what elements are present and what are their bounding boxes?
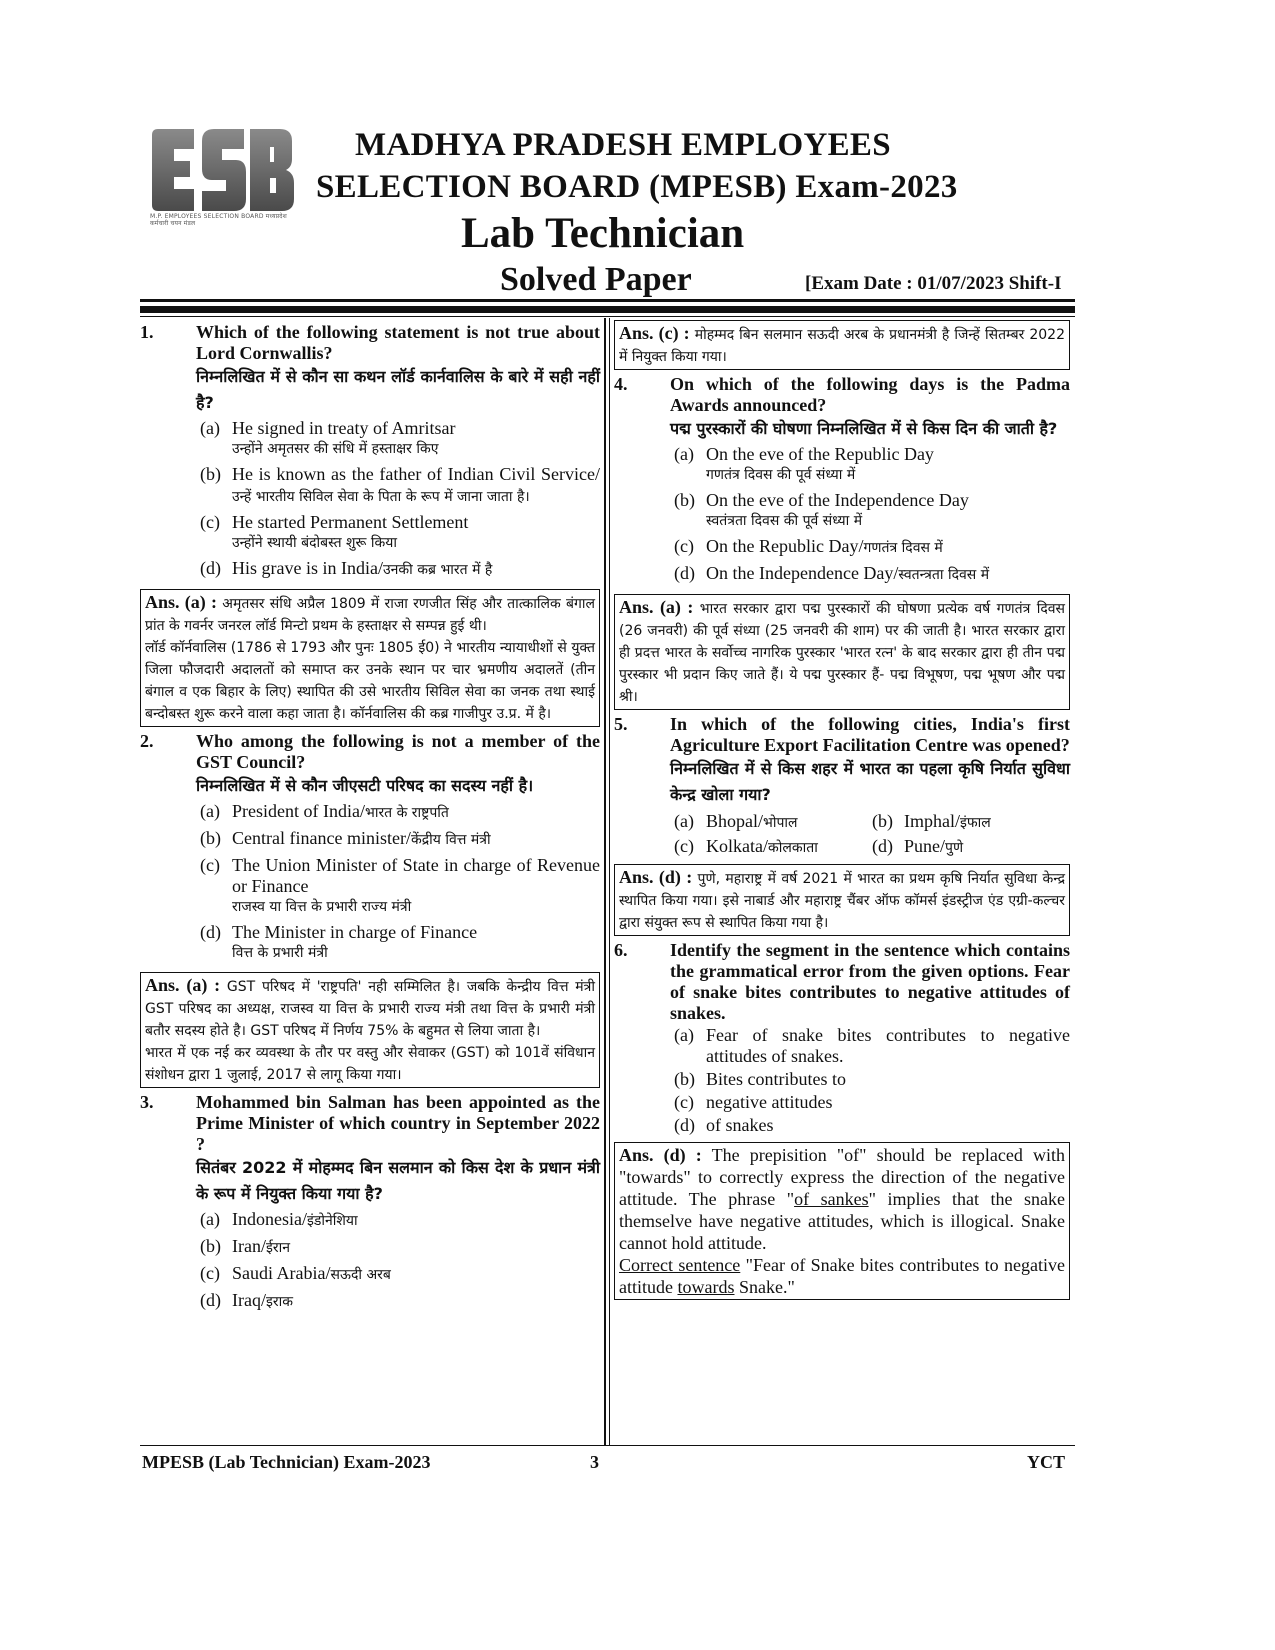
option-c: (c) Saudi Arabia/सऊदी अरब — [200, 1263, 391, 1283]
option-a: (a) Bhopal/भोपाल — [674, 811, 798, 831]
answer-box-4: Ans. (a) : भारत सरकार द्वारा पद्म पुरस्कारों की घोषणा प्रत्येक वर्ष गणतंत्र दिवस (26 जनवरी) की पूर्व संध्या (25 जनवरी की शाम) पर की जाती है। भारत सरकार द्वारा ही प्रदत्त भारत के सर्वोच्च नागरिक पुरस्कार 'भारत रत्न' के बाद सरकार द्वारा ही तीन पद्म पुरस्कार भी प्रदान किए जाते हैं। ये पद्म पुरस्कार हैं- पद्म विभूषण, पद्म भूषण और पद्म श्री। — [614, 594, 1070, 710]
answer-box-5: Ans. (d) : पुणे, महाराष्ट्र में वर्ष 2021 में भारत का प्रथम कृषि निर्यात सुविधा केन्द्र स्थापित किया गया। इसे नाबार्ड और महाराष्ट्र चैंबर ऑफ कॉमर्स इंडस्ट्रीज एंड एग्री-कल्चर द्वारा संयुक्त रूप से स्थापित किया गया है। — [614, 864, 1070, 936]
option-a: (a) President of India/भारत के राष्ट्रपति — [200, 801, 449, 821]
option-d: (d) Pune/पुणे — [872, 836, 964, 856]
option-c: (c) The Union Minister of State in charge of Revenue or Finance राजस्व या वित्त के प्रभारी राज्य मंत्री — [200, 855, 600, 915]
title-subject: Lab Technician — [461, 210, 745, 257]
option-c: (c) On the Republic Day/गणतंत्र दिवस में — [674, 536, 943, 556]
footer-rule — [140, 1445, 1075, 1446]
left-column — [140, 320, 600, 1317]
option-b: (b) He is known as the father of Indian Civil Service/उन्हें भारतीय सिविल सेवा के पिता के रूप में जाना जाता है। — [200, 464, 600, 505]
answer-box-3: Ans. (c) : मोहम्मद बिन सलमान सऊदी अरब के प्रधानमंत्री है जिन्हें सितम्बर 2022 में नियुक्त किया गया। — [614, 320, 1070, 370]
option-a: (a) Indonesia/इंडोनेशिया — [200, 1209, 358, 1229]
title-solved-paper: Solved Paper — [500, 261, 692, 298]
correct-sentence-label: Correct sentence — [619, 1255, 741, 1275]
question-text-en: Which of the following statement is not true about Lord Cornwallis? — [196, 322, 600, 363]
page-number: 3 — [590, 1452, 599, 1472]
question-text-en: In which of the following cities, India's first Agriculture Export Facilitation Centre was opened? — [670, 714, 1070, 755]
question-text-en: Mohammed bin Salman has been appointed as the Prime Minister of which country in September 2022 ? — [196, 1092, 600, 1154]
question-3 — [140, 1092, 600, 1317]
header-rule — [140, 299, 1075, 302]
option-c: (c) He started Permanent Settlement उन्होंने स्थायी बंदोबस्त शुरू किया — [200, 512, 469, 551]
option-c: (c) Kolkata/कोलकाता — [674, 836, 818, 856]
question-text-en: On which of the following days is the Padma Awards announced? — [670, 374, 1070, 415]
question-5 — [614, 714, 1070, 860]
question-text-hi: निम्नलिखित में से कौन जीएसटी परिषद का सदस्य नहीं है। — [196, 776, 534, 795]
option-d: (d) Iraq/इराक — [200, 1290, 293, 1310]
option-d: (d) The Minister in charge of Finance वित्त के प्रभारी मंत्री — [200, 922, 478, 961]
question-text-hi: निम्नलिखित में से किस शहर में भारत का पहला कृषि निर्यात सुविधा केन्द्र खोला गया? — [670, 759, 1070, 804]
question-text-en: Who among the following is not a member of the GST Council? — [196, 731, 600, 772]
footer-exam-name: MPESB (Lab Technician) Exam-2023 — [142, 1452, 431, 1472]
option-row — [674, 835, 1070, 860]
option-a: (a) He signed in treaty of Amritsar उन्होंने अमृतसर की संधि में हस्ताक्षर किए — [200, 418, 456, 457]
option-d: (d) of snakes — [674, 1115, 774, 1135]
option-d: (d) On the Independence Day/स्वतन्त्रता दिवस में — [674, 563, 990, 583]
header-rule-thick — [140, 306, 1075, 313]
question-number: 6. — [614, 940, 628, 960]
question-text-hi: सितंबर 2022 में मोहम्मद बिन सलमान को किस देश के प्रधान मंत्री के रूप में नियुक्त किया गया है? — [196, 1158, 600, 1203]
footer-publisher: YCT — [1027, 1452, 1066, 1472]
option-b: (b) On the eve of the Independence Day स्वतंत्रता दिवस की पूर्व संध्या में — [674, 490, 969, 529]
question-6 — [614, 940, 1070, 1138]
answer-box-6: Ans. (d) : The prepisition "of" should be replaced with "towards" to correctly express the direction of the negative attitude. The phrase "of sankes" implies that the snake themselve have negative attitudes, which is illogical. Snake cannot hold attitude. Correct sentence "Fear of Snake bites contributes to negative attitude towards Snake." — [614, 1142, 1070, 1300]
question-text-hi: पद्म पुरस्कारों की घोषणा निम्नलिखित में से किस दिन की जाती है? — [670, 419, 1058, 438]
option-b: (b) Iran/ईरान — [200, 1236, 290, 1256]
header-rule-thin — [140, 316, 1075, 317]
option-c: (c) negative attitudes — [674, 1092, 833, 1112]
column-divider-thin — [609, 318, 610, 1445]
question-1 — [140, 322, 600, 585]
answer-box-1: Ans. (a) : अमृतसर संधि अप्रैल 1809 में राजा रणजीत सिंह और तात्कालिक बंगाल प्रांत के गवर्नर जनरल लॉर्ड मिन्टो प्रथम के हस्ताक्षर से सम्पन्न हुई थी। लॉर्ड कॉर्नवालिस (1786 से 1793 और पुनः 1805 ई0) ने भारतीय न्यायाधीशों से युक्त जिला फौजदारी अदालतों को समाप्त कर उनके स्थान पर चार भ्रमणीय अदालतें (तीन बंगाल व एक बिहार के लिए) स्थापित की उसे भारतीय सिविल सेवा का जनक तथा स्थाई बन्दोबस्त शुरू करने वाला कहा जाता है। कॉर्नवालिस की कब्र गाजीपुर उ.प्र. में है। — [140, 589, 600, 727]
logo-caption: M.P. EMPLOYEES SELECTION BOARD मध्यप्रदेश कर्मचारी चयन मंडल — [150, 213, 287, 227]
question-number: 5. — [614, 714, 628, 734]
question-number: 3. — [140, 1092, 154, 1112]
answer-box-2: Ans. (a) : GST परिषद में 'राष्ट्रपति' नही सम्मिलित है। जबकि केन्द्रीय वित्त मंत्री GST परिषद का अध्यक्ष, राजस्व या वित्त के प्रभारी राज्य मंत्री तथा वित्त के प्रभारी मंत्री बतौर सदस्य होते है। GST परिषद में निर्णय 75% के बहुमत से लिया जाता है। भारत में एक नई कर व्यवस्था के तौर पर वस्तु और सेवाकर (GST) को 101वें संविधान संशोधन द्वारा 1 जुलाई, 2017 से लागू किया गया। — [140, 972, 600, 1088]
question-number: 1. — [140, 322, 154, 342]
exam-date: [Exam Date : 01/07/2023 Shift-I — [805, 273, 1062, 294]
question-text-en: Identify the segment in the sentence which contains the grammatical error from the given options. Fear of snake bites contributes to negative attitudes of snakes. — [670, 940, 1070, 1023]
option-a: (a) On the eve of the Republic Day गणतंत्र दिवस की पूर्व संध्या में — [674, 444, 934, 483]
right-column — [614, 320, 1070, 1304]
question-number: 2. — [140, 731, 154, 751]
question-text-hi: निम्नलिखित में से कौन सा कथन लॉर्ड कार्नवालिस के बारे में सही नहीं है? — [196, 367, 600, 412]
title-line-2: SELECTION BOARD (MPESB) Exam-2023 — [316, 169, 958, 205]
question-number: 4. — [614, 374, 628, 394]
option-d: (d) His grave is in India/उनकी कब्र भारत में है — [200, 558, 493, 578]
option-row — [674, 810, 1070, 835]
option-a: (a) Fear of snake bites contributes to negative attitudes of snakes. — [674, 1025, 1070, 1066]
question-4 — [614, 374, 1070, 590]
column-divider — [604, 318, 606, 1445]
question-2 — [140, 731, 600, 968]
option-b: (b) Central finance minister/केंद्रीय वित्त मंत्री — [200, 828, 491, 848]
option-b: (b) Bites contributes to — [674, 1069, 846, 1089]
title-line-1: MADHYA PRADESH EMPLOYEES — [355, 127, 891, 163]
option-b: (b) Imphal/इंफाल — [872, 811, 991, 831]
